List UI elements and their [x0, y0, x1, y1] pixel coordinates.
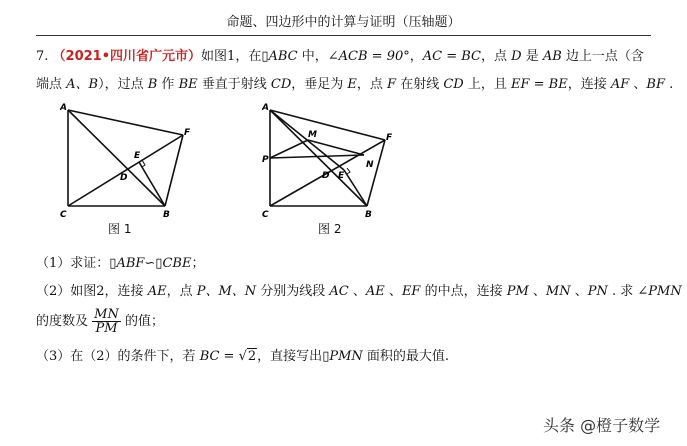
- math: CD: [443, 77, 464, 92]
- text: （2）如图2，连接: [36, 284, 148, 299]
- figure-1: [60, 100, 200, 218]
- right-angle-mark: [142, 160, 145, 167]
- text: 、: [528, 284, 546, 299]
- math: AC = BC: [422, 49, 481, 64]
- question-1: [36, 252, 204, 271]
- segment-BF: [165, 135, 183, 206]
- label-M: M: [308, 130, 317, 140]
- problem-source: （2021•四川省广元市）: [52, 49, 202, 64]
- right-angle-mark: [347, 168, 350, 174]
- text: 中，: [297, 49, 328, 64]
- math: PM: [506, 284, 529, 299]
- problem-number: 7.: [36, 49, 49, 64]
- text: 、: [629, 77, 647, 92]
- math: CD: [270, 77, 292, 92]
- label-C: C: [60, 210, 67, 218]
- math: AC: [329, 284, 349, 299]
- label-B: B: [365, 210, 372, 218]
- text: 面积的最大值.: [362, 349, 450, 364]
- label-E: E: [134, 151, 141, 161]
- label-E: E: [338, 171, 345, 181]
- label-C: C: [262, 210, 269, 218]
- text: ），过点: [98, 77, 148, 92]
- segment-BF: [367, 140, 385, 206]
- triangle-icon: ▯: [109, 256, 117, 271]
- fraction-denominator: PM: [95, 321, 118, 336]
- segment-PM: [270, 140, 308, 158]
- text: .: [664, 77, 674, 92]
- text: 的值；: [120, 314, 164, 329]
- math: EF = BE: [510, 77, 568, 92]
- text: 边上一点（含: [561, 49, 644, 64]
- text: 上，且: [463, 77, 511, 92]
- text: ，直接写出: [257, 349, 323, 364]
- fraction-mn-pm: [92, 308, 121, 335]
- problem-line-1: [36, 45, 644, 64]
- figure-2-caption: 图 2: [318, 222, 342, 236]
- math: CBE: [162, 256, 192, 271]
- math: PMN: [329, 349, 363, 364]
- label-D: D: [322, 171, 330, 181]
- text: 在射线: [396, 77, 444, 92]
- text: ，点: [166, 284, 197, 299]
- text: ；: [191, 256, 205, 271]
- fraction-numerator: MN: [94, 307, 119, 322]
- watermark: 头条 @橙子数学: [543, 416, 661, 435]
- text: 、: [384, 284, 402, 299]
- header-title: 命题、四边形中的计算与证明（压轴题）: [226, 15, 461, 30]
- triangle-icon: ▯: [261, 49, 269, 64]
- text: 、: [570, 284, 588, 299]
- label-A: A: [60, 103, 67, 113]
- label-N: N: [366, 160, 374, 170]
- text: ，垂足为: [291, 77, 348, 92]
- sqrt-radicand: 2: [247, 349, 257, 364]
- figure-1-caption: 图 1: [108, 222, 132, 236]
- text: 如图1，在: [201, 49, 262, 64]
- math: B: [147, 77, 158, 92]
- triangle-icon: ▯: [322, 349, 330, 364]
- text: ，: [409, 49, 423, 64]
- label-B: B: [163, 210, 170, 218]
- header-rule: [36, 35, 651, 36]
- math: AB: [542, 49, 562, 64]
- triangle-icon: ▯: [155, 256, 163, 271]
- segment-AB: [68, 110, 165, 206]
- sqrt-expression: [239, 348, 258, 364]
- problem-line-2: [36, 73, 673, 92]
- segment-BE: [344, 170, 367, 206]
- math: P、M、N: [196, 284, 257, 299]
- segment-CF: [68, 135, 183, 206]
- text: 端点: [36, 77, 67, 92]
- label-F: F: [386, 133, 393, 143]
- math: ABC: [268, 49, 298, 64]
- math: AE: [365, 284, 385, 299]
- text: 是: [521, 49, 543, 64]
- label-F: F: [184, 128, 191, 138]
- text: ，点: [356, 77, 388, 92]
- text: （1）求证：: [36, 256, 110, 271]
- math: D: [511, 49, 522, 64]
- math: BF: [646, 77, 665, 92]
- math: EF: [401, 284, 421, 299]
- math: ∠ACB = 90°: [327, 49, 410, 64]
- page-header: [0, 0, 687, 38]
- sqrt-icon: √: [238, 349, 247, 364]
- math: MN: [545, 284, 571, 299]
- text: 分别为线段: [256, 284, 330, 299]
- math: BE: [178, 77, 198, 92]
- question-3: [36, 345, 449, 364]
- question-2: [36, 280, 682, 299]
- label-A: A: [262, 103, 269, 113]
- math: ∠PMN: [637, 284, 682, 299]
- text: 的中点，连接: [420, 284, 507, 299]
- text: 垂直于射线: [197, 77, 271, 92]
- text: 作: [157, 77, 179, 92]
- text: ，点: [481, 49, 512, 64]
- figure-2: [262, 100, 402, 218]
- text: （3）在（2）的条件下，若: [36, 349, 200, 364]
- math: E: [347, 77, 357, 92]
- label-P: P: [262, 155, 269, 165]
- text: . 求: [607, 284, 638, 299]
- math: AF: [610, 77, 630, 92]
- question-2-continued: [36, 308, 164, 335]
- math: ABF∽: [116, 256, 156, 271]
- segment-AF: [68, 110, 183, 135]
- math: BC =: [199, 349, 239, 364]
- label-D: D: [120, 173, 128, 183]
- math: PN: [587, 284, 608, 299]
- math: AE: [147, 284, 167, 299]
- math: F: [387, 77, 397, 92]
- math: A、B: [66, 77, 99, 92]
- text: ，连接: [567, 77, 611, 92]
- text: 的度数及: [36, 314, 93, 329]
- text: 、: [348, 284, 366, 299]
